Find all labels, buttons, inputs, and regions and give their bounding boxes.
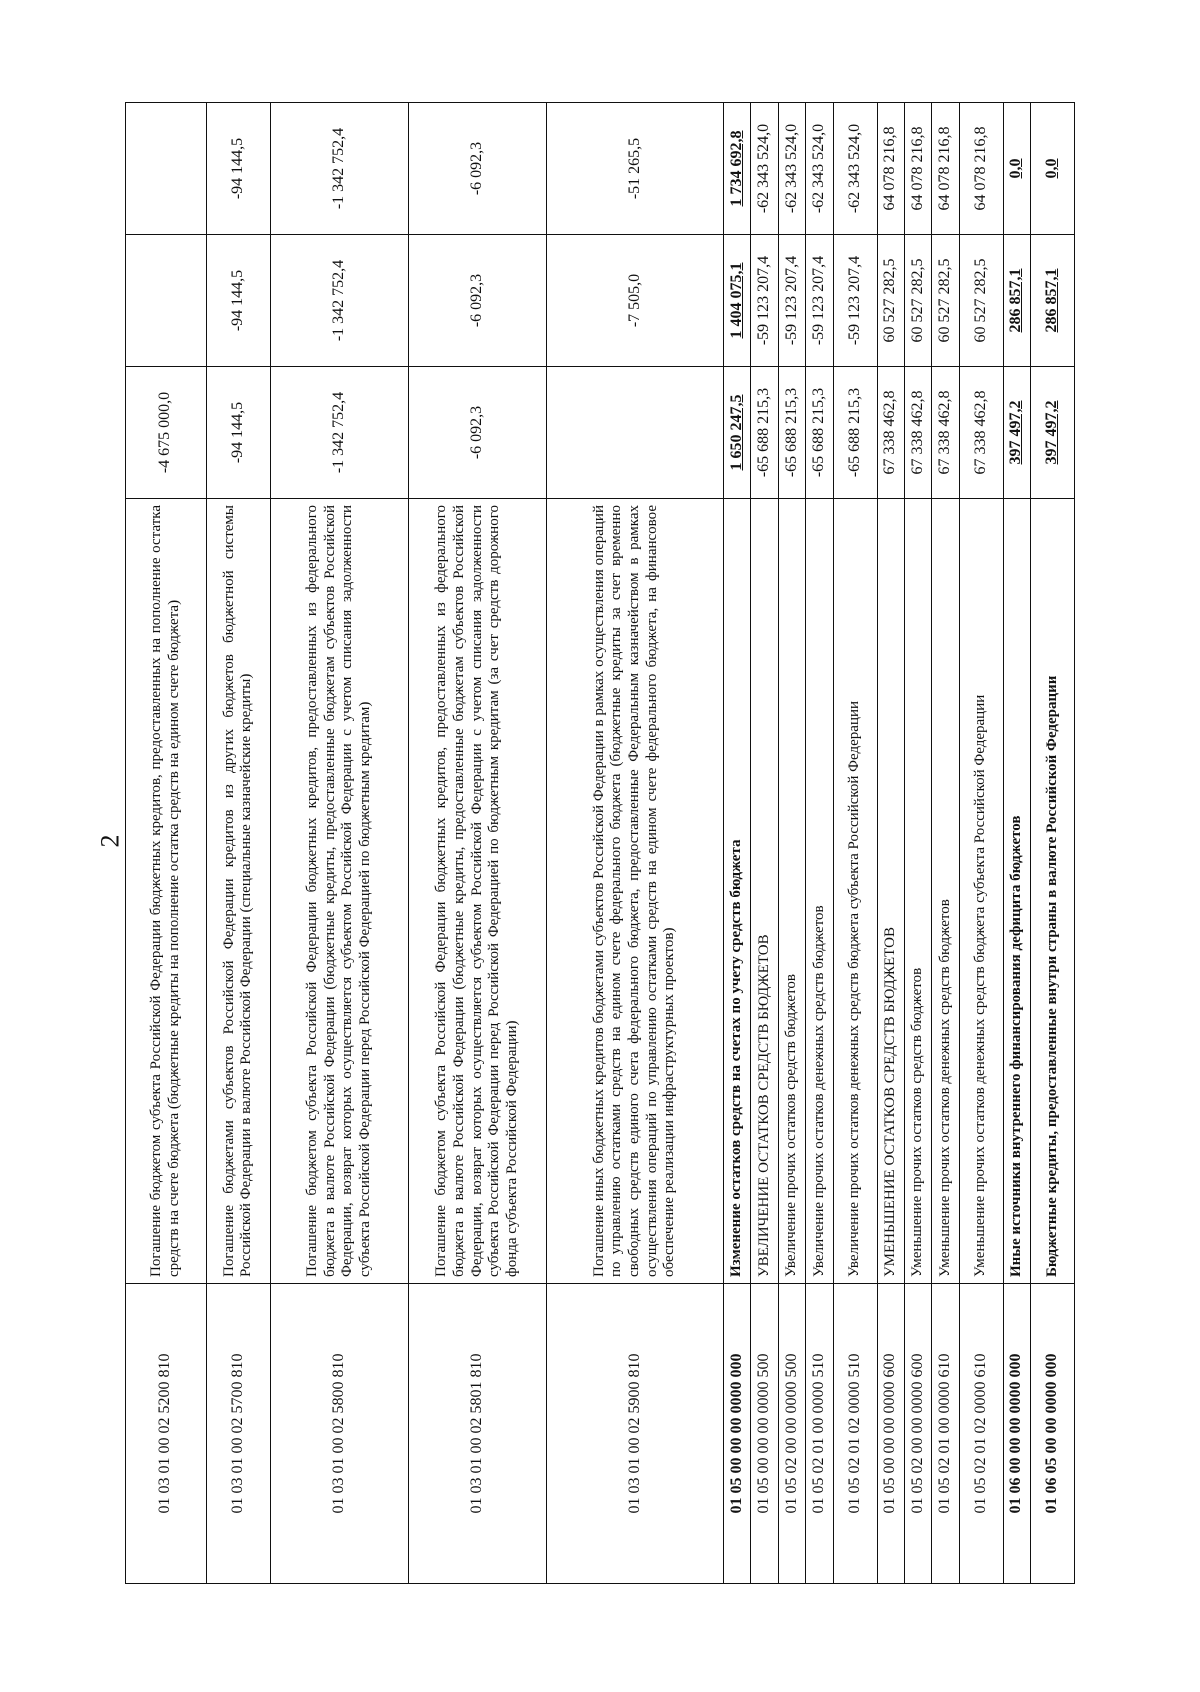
budget-code-cell: 01 05 00 00 00 0000 500 — [751, 1284, 778, 1584]
amount-year1-cell: -65 688 215,3 — [806, 367, 833, 499]
amount-year2-cell: -1 342 752,4 — [270, 235, 408, 367]
amount-year2-cell: 60 527 282,5 — [932, 235, 959, 367]
amount-year3-cell: 64 078 216,8 — [932, 103, 959, 235]
amount-year3-cell: 64 078 216,8 — [877, 103, 904, 235]
amount-year1-cell: -4 675 000,0 — [126, 367, 207, 499]
amount-year3-cell: 0,0 — [1003, 103, 1031, 235]
amount-year2-cell: 286 857,1 — [1031, 235, 1075, 367]
amount-year1-cell — [546, 367, 723, 499]
amount-year1-cell: 397 497,2 — [1031, 367, 1075, 499]
amount-year1-cell: -94 144,5 — [206, 367, 270, 499]
amount-year1-cell: 1 650 247,5 — [724, 367, 751, 499]
table-row — [833, 103, 877, 1584]
budget-code-cell: 01 03 01 00 02 5800 810 — [270, 1284, 408, 1584]
budget-code-cell: 01 03 01 00 02 5801 810 — [408, 1284, 546, 1584]
budget-code-cell: 01 05 02 01 02 0000 510 — [833, 1284, 877, 1584]
amount-year1-cell: 67 338 462,8 — [959, 367, 1003, 499]
amount-year1-cell: -65 688 215,3 — [833, 367, 877, 499]
amount-year1-cell: -1 342 752,4 — [270, 367, 408, 499]
budget-code-cell: 01 03 01 00 02 5200 810 — [126, 1284, 207, 1584]
budget-code-cell: 01 05 00 00 00 0000 600 — [877, 1284, 904, 1584]
budget-sources-table — [125, 102, 1075, 1584]
amount-year3-cell: -94 144,5 — [206, 103, 270, 235]
amount-year1-cell: 67 338 462,8 — [932, 367, 959, 499]
budget-code-cell: 01 06 05 00 00 0000 000 — [1031, 1284, 1075, 1584]
table-row — [751, 103, 778, 1584]
description-cell: Погашение иных бюджетных кредитов бюджетами субъектов Российской Федерации в рамках осуществления операций по управлению остатками средств на едином счете федерального бюджета (бюджетные кредиты за счет временно свободных средств единого счета федерального бюджета, предоставленные Федеральным казначейством в рамках осуществления операций по управлению остатками средств на едином счете федерального бюджета, на финансовое обеспечение реализации инфраструктурных проектов) — [546, 499, 723, 1284]
table-row — [932, 103, 959, 1584]
description-cell: Погашение бюджетом субъекта Российской Федерации бюджетных кредитов, предоставленных на пополнение остатка средств на счете бюджета (бюджетные кредиты на пополнение остатка средств на едином счете бюджета) — [126, 499, 207, 1284]
amount-year2-cell: -94 144,5 — [206, 235, 270, 367]
table-row — [724, 103, 751, 1584]
table-row — [408, 103, 546, 1584]
table-row — [778, 103, 805, 1584]
table-row — [806, 103, 833, 1584]
amount-year2-cell: -7 505,0 — [546, 235, 723, 367]
description-cell: УМЕНЬШЕНИЕ ОСТАТКОВ СРЕДСТВ БЮДЖЕТОВ — [877, 499, 904, 1284]
budget-code-cell: 01 05 02 01 00 0000 610 — [932, 1284, 959, 1584]
description-cell: Изменение остатков средств на счетах по учету средств бюджета — [724, 499, 751, 1284]
budget-code-cell: 01 05 02 00 00 0000 500 — [778, 1284, 805, 1584]
description-cell: УВЕЛИЧЕНИЕ ОСТАТКОВ СРЕДСТВ БЮДЖЕТОВ — [751, 499, 778, 1284]
amount-year3-cell: -62 343 524,0 — [778, 103, 805, 235]
table-row — [959, 103, 1003, 1584]
budget-code-cell: 01 05 02 00 00 0000 600 — [904, 1284, 931, 1584]
table-row — [126, 103, 207, 1584]
description-cell: Погашение бюджетом субъекта Российской Федерации бюджетных кредитов, предоставленных из федерального бюджета в валюте Российской Федерации (бюджетные кредиты, предоставленные бюджетам субъектов Российской Федерации, возврат которых осуществляется субъектом Российской Федерации с учетом списания задолженности субъекта Российской Федерации перед Российской Федерацией по бюджетным кредитам (за счет средств дорожного фонда субъекта Российской Федерации) — [408, 499, 546, 1284]
amount-year2-cell: -59 123 207,4 — [833, 235, 877, 367]
amount-year3-cell — [126, 103, 207, 235]
amount-year1-cell: 67 338 462,8 — [877, 367, 904, 499]
budget-code-cell: 01 05 00 00 00 0000 000 — [724, 1284, 751, 1584]
table-body — [126, 103, 1075, 1584]
amount-year1-cell: 67 338 462,8 — [904, 367, 931, 499]
amount-year2-cell: -59 123 207,4 — [751, 235, 778, 367]
budget-code-cell: 01 05 02 01 00 0000 510 — [806, 1284, 833, 1584]
budget-code-cell: 01 03 01 00 02 5900 810 — [546, 1284, 723, 1584]
table-row — [877, 103, 904, 1584]
amount-year3-cell: -51 265,5 — [546, 103, 723, 235]
amount-year1-cell: -65 688 215,3 — [778, 367, 805, 499]
table-row — [1031, 103, 1075, 1584]
table-row — [270, 103, 408, 1584]
amount-year3-cell: -1 342 752,4 — [270, 103, 408, 235]
description-cell: Уменьшение прочих остатков денежных средств бюджета субъекта Российской Федерации — [959, 499, 1003, 1284]
amount-year1-cell: 397 497,2 — [1003, 367, 1031, 499]
amount-year1-cell: -65 688 215,3 — [751, 367, 778, 499]
amount-year2-cell: -59 123 207,4 — [778, 235, 805, 367]
table-row — [546, 103, 723, 1584]
amount-year3-cell: -62 343 524,0 — [751, 103, 778, 235]
table-row — [1003, 103, 1031, 1584]
description-cell: Увеличение прочих остатков денежных средств бюджетов — [806, 499, 833, 1284]
amount-year2-cell — [126, 235, 207, 367]
budget-sources-table-page — [125, 102, 1075, 1584]
budget-code-cell: 01 06 00 00 00 0000 000 — [1003, 1284, 1031, 1584]
description-cell: Бюджетные кредиты, предоставленные внутри страны в валюте Российской Федерации — [1031, 499, 1075, 1284]
page-number: 2 — [95, 834, 125, 848]
amount-year2-cell: 60 527 282,5 — [959, 235, 1003, 367]
description-cell: Увеличение прочих остатков средств бюджетов — [778, 499, 805, 1284]
description-cell: Иные источники внутреннего финансирования дефицита бюджетов — [1003, 499, 1031, 1284]
budget-code-cell: 01 05 02 01 02 0000 610 — [959, 1284, 1003, 1584]
amount-year1-cell: -6 092,3 — [408, 367, 546, 499]
table-row — [904, 103, 931, 1584]
description-cell: Погашение бюджетами субъектов Российской Федерации кредитов из других бюджетов бюджетной системы Российской Федерации в валюте Российской Федерации (специальные казначейские кредиты) — [206, 499, 270, 1284]
amount-year2-cell: 60 527 282,5 — [877, 235, 904, 367]
budget-code-cell: 01 03 01 00 02 5700 810 — [206, 1284, 270, 1584]
amount-year2-cell: 1 404 075,1 — [724, 235, 751, 367]
amount-year2-cell: -59 123 207,4 — [806, 235, 833, 367]
amount-year3-cell: -62 343 524,0 — [833, 103, 877, 235]
amount-year2-cell: -6 092,3 — [408, 235, 546, 367]
amount-year2-cell: 60 527 282,5 — [904, 235, 931, 367]
amount-year3-cell: 64 078 216,8 — [904, 103, 931, 235]
amount-year3-cell: 1 734 692,8 — [724, 103, 751, 235]
description-cell: Увеличение прочих остатков денежных средств бюджета субъекта Российской Федерации — [833, 499, 877, 1284]
amount-year2-cell: 286 857,1 — [1003, 235, 1031, 367]
amount-year3-cell: 64 078 216,8 — [959, 103, 1003, 235]
description-cell: Погашение бюджетом субъекта Российской Федерации бюджетных кредитов, предоставленных из федерального бюджета в валюте Российской Федерации (бюджетные кредиты, предоставленные бюджетам субъектов Российской Федерации, возврат которых осуществляется субъектом Российской Федерации с учетом списания задолженности субъекта Российской Федерации перед Российской Федерацией по бюджетным кредитам) — [270, 499, 408, 1284]
description-cell: Уменьшение прочих остатков средств бюджетов — [904, 499, 931, 1284]
description-cell: Уменьшение прочих остатков денежных средств бюджетов — [932, 499, 959, 1284]
table-row — [206, 103, 270, 1584]
amount-year3-cell: -62 343 524,0 — [806, 103, 833, 235]
amount-year3-cell: 0,0 — [1031, 103, 1075, 235]
amount-year3-cell: -6 092,3 — [408, 103, 546, 235]
